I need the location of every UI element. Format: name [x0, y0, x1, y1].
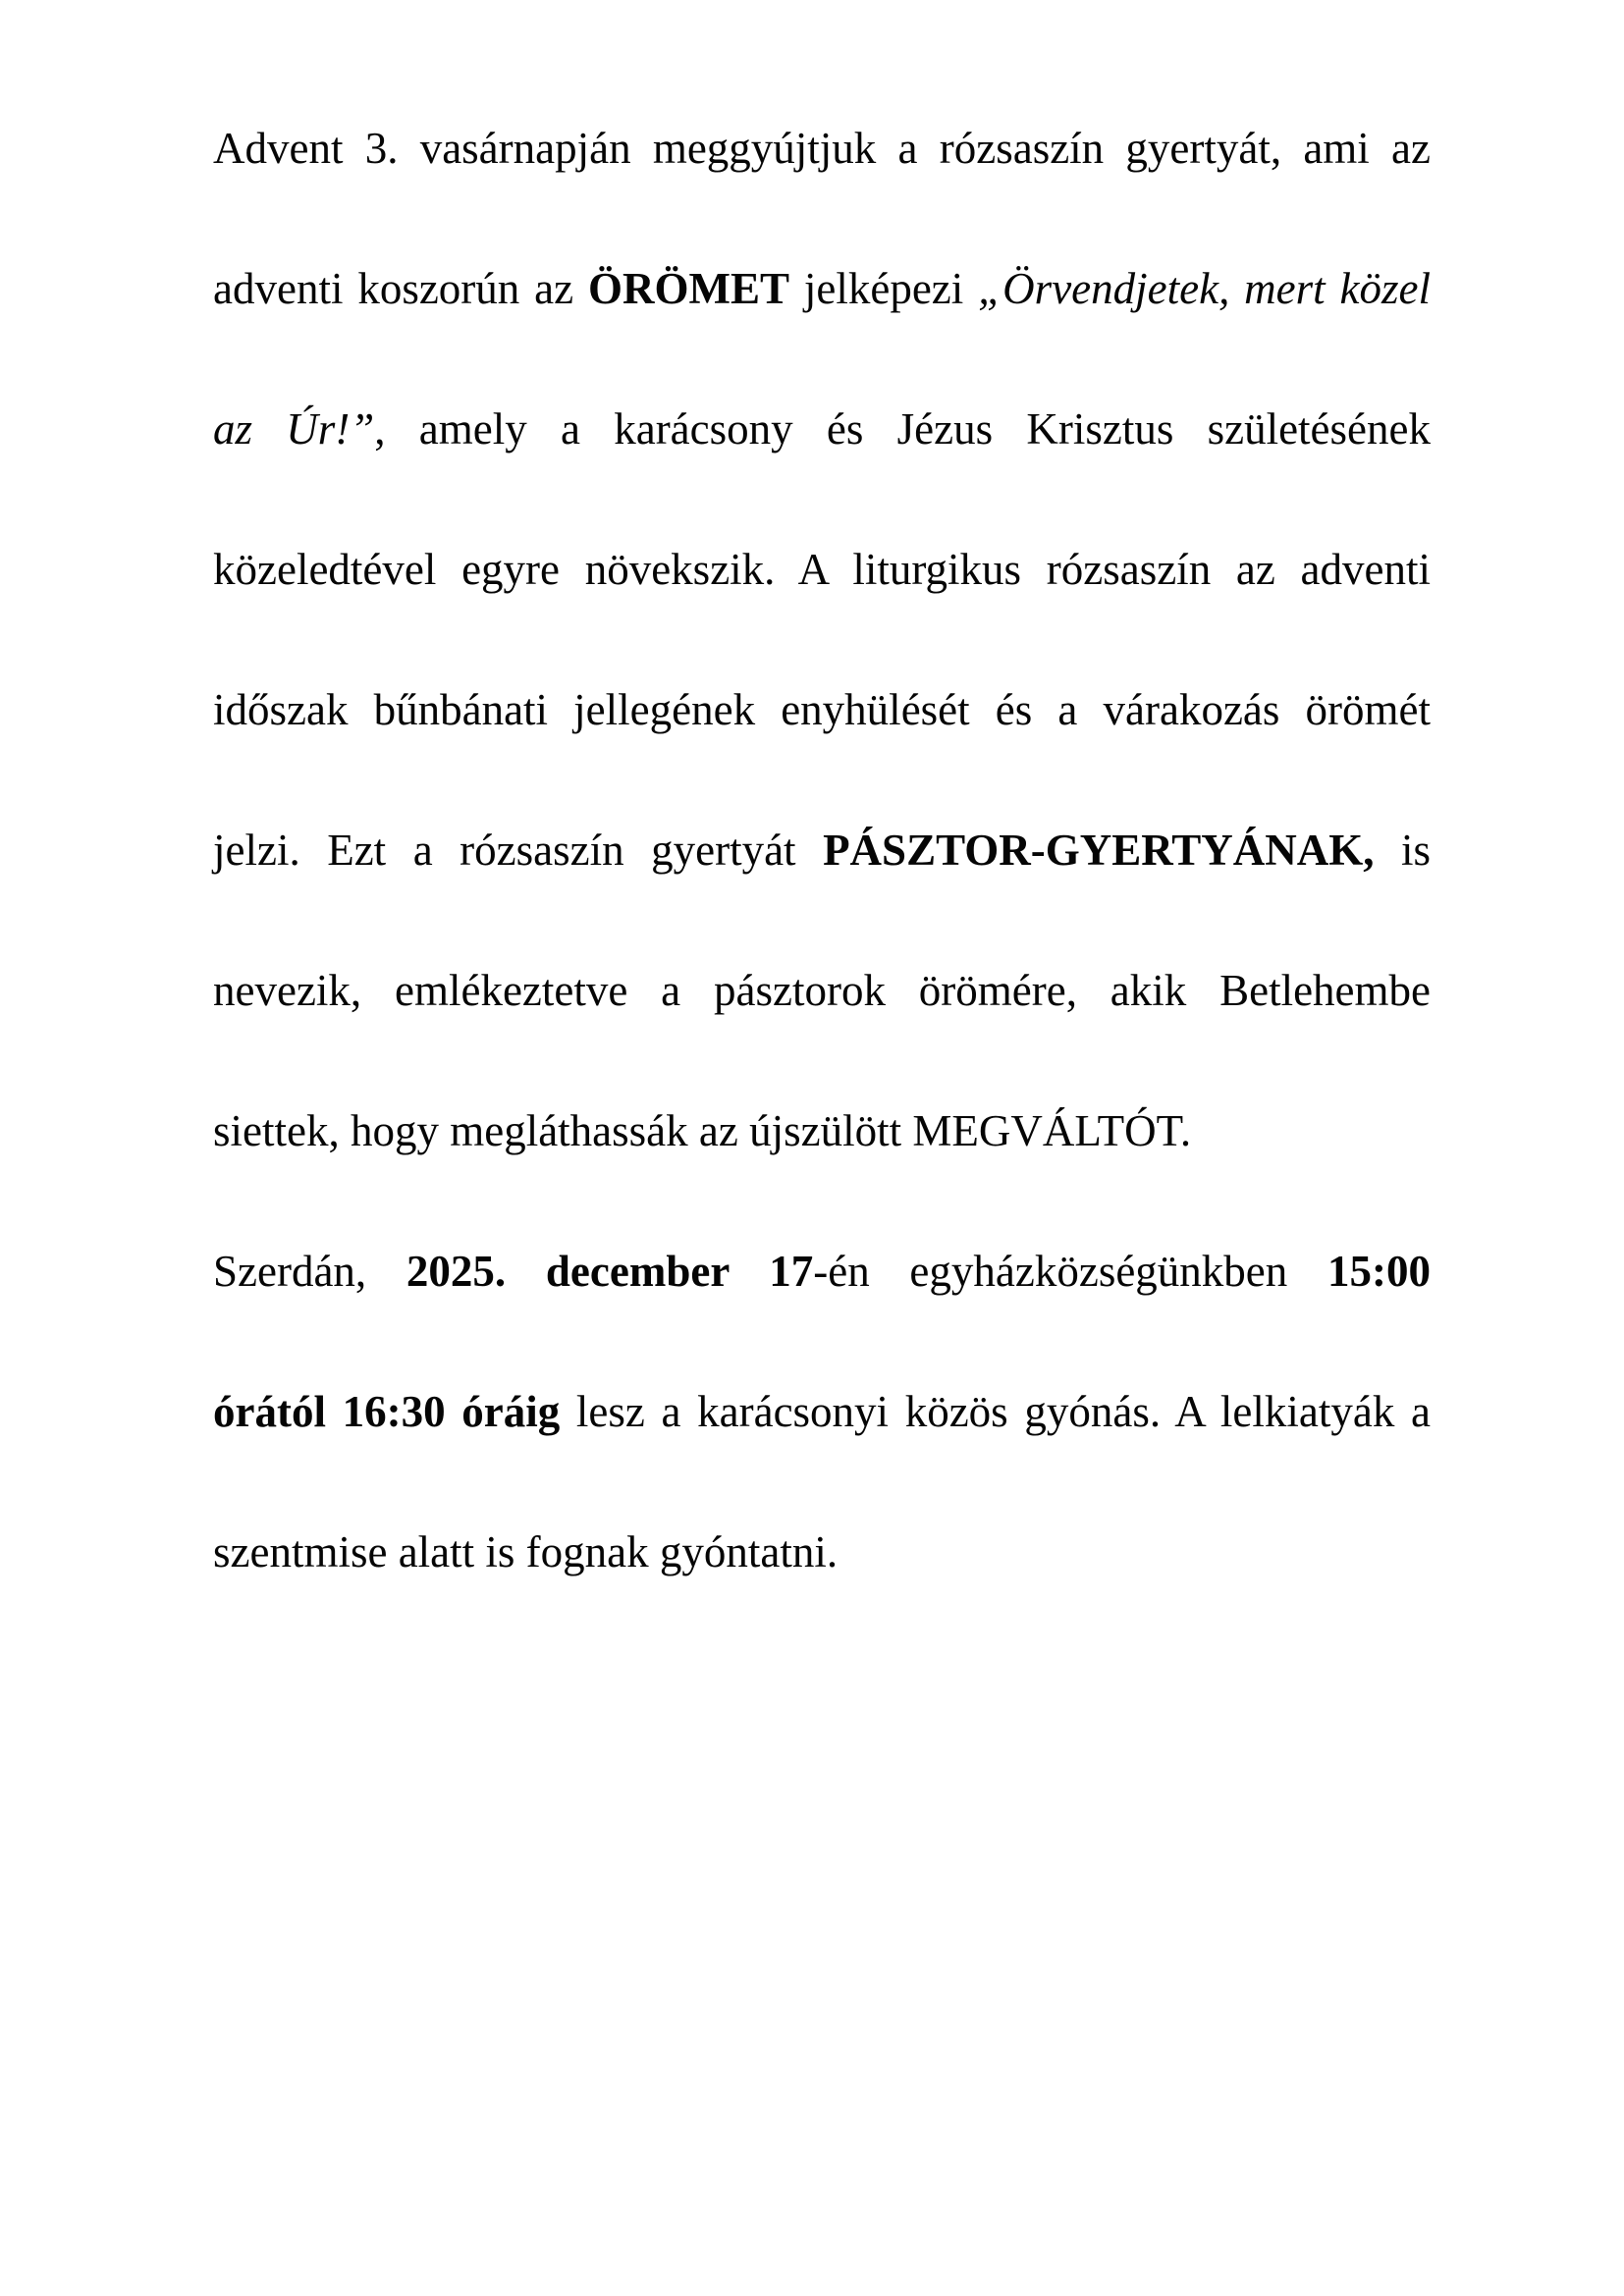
text-line	[213, 640, 1431, 780]
text-run-normal: Advent 3. vasárnapján meggyújtjuk a rózsaszín gyertyát, ami az	[213, 124, 1431, 173]
text-run-normal: lesz a karácsonyi közös gyónás. A lelkiatyák a	[560, 1387, 1431, 1436]
text-line	[213, 500, 1431, 640]
text-line	[213, 1482, 1431, 1623]
text-run-normal: közeledtével egyre növekszik. A liturgikus rózsaszín az adventi	[213, 545, 1431, 594]
text-run-bold: 2025. december 17	[406, 1247, 814, 1296]
text-run-normal: időszak bűnbánati jellegének enyhülését és a várakozás örömét	[213, 685, 1431, 734]
text-line	[213, 1201, 1431, 1342]
text-run-normal: -én egyházközségünkben	[813, 1247, 1328, 1296]
paragraph-advent-candle	[213, 79, 1431, 1201]
text-line	[213, 1061, 1431, 1201]
text-line	[213, 79, 1431, 219]
text-run-normal: jelképezi	[789, 264, 979, 313]
text-run-bold: 15:00	[1327, 1247, 1432, 1296]
text-run-bold: PÁSZTOR-GYERTYÁNAK,	[823, 826, 1375, 875]
text-run-normal: szentmise alatt is fognak gyóntatni.	[213, 1527, 839, 1576]
text-line	[213, 1342, 1431, 1482]
text-run-normal: is	[1374, 826, 1431, 875]
text-run-normal: nevezik, emlékeztetve a pásztorok örömére, akik Betlehembe	[213, 966, 1431, 1015]
text-line	[213, 921, 1431, 1061]
text-run-normal: siettek, hogy megláthassák az újszülött MEGVÁLTÓT.	[213, 1106, 1192, 1155]
text-run-normal: Szerdán,	[213, 1247, 406, 1296]
paragraph-confession-notice	[213, 1201, 1431, 1623]
text-run-bold: órától 16:30 óráig	[213, 1387, 561, 1436]
text-line	[213, 780, 1431, 921]
text-run-italic: „Örvendjetek, mert közel	[978, 264, 1432, 313]
text-line	[213, 219, 1431, 359]
text-run-bold: ÖRÖMET	[587, 264, 789, 313]
text-run-normal: adventi koszorún az	[213, 264, 588, 313]
text-line	[213, 359, 1431, 500]
text-run-italic: az Úr!”	[213, 404, 375, 454]
text-run-normal: jelzi. Ezt a rózsaszín gyertyát	[213, 826, 824, 875]
text-run-normal: , amely a karácsony és Jézus Krisztus születésének	[374, 404, 1431, 454]
